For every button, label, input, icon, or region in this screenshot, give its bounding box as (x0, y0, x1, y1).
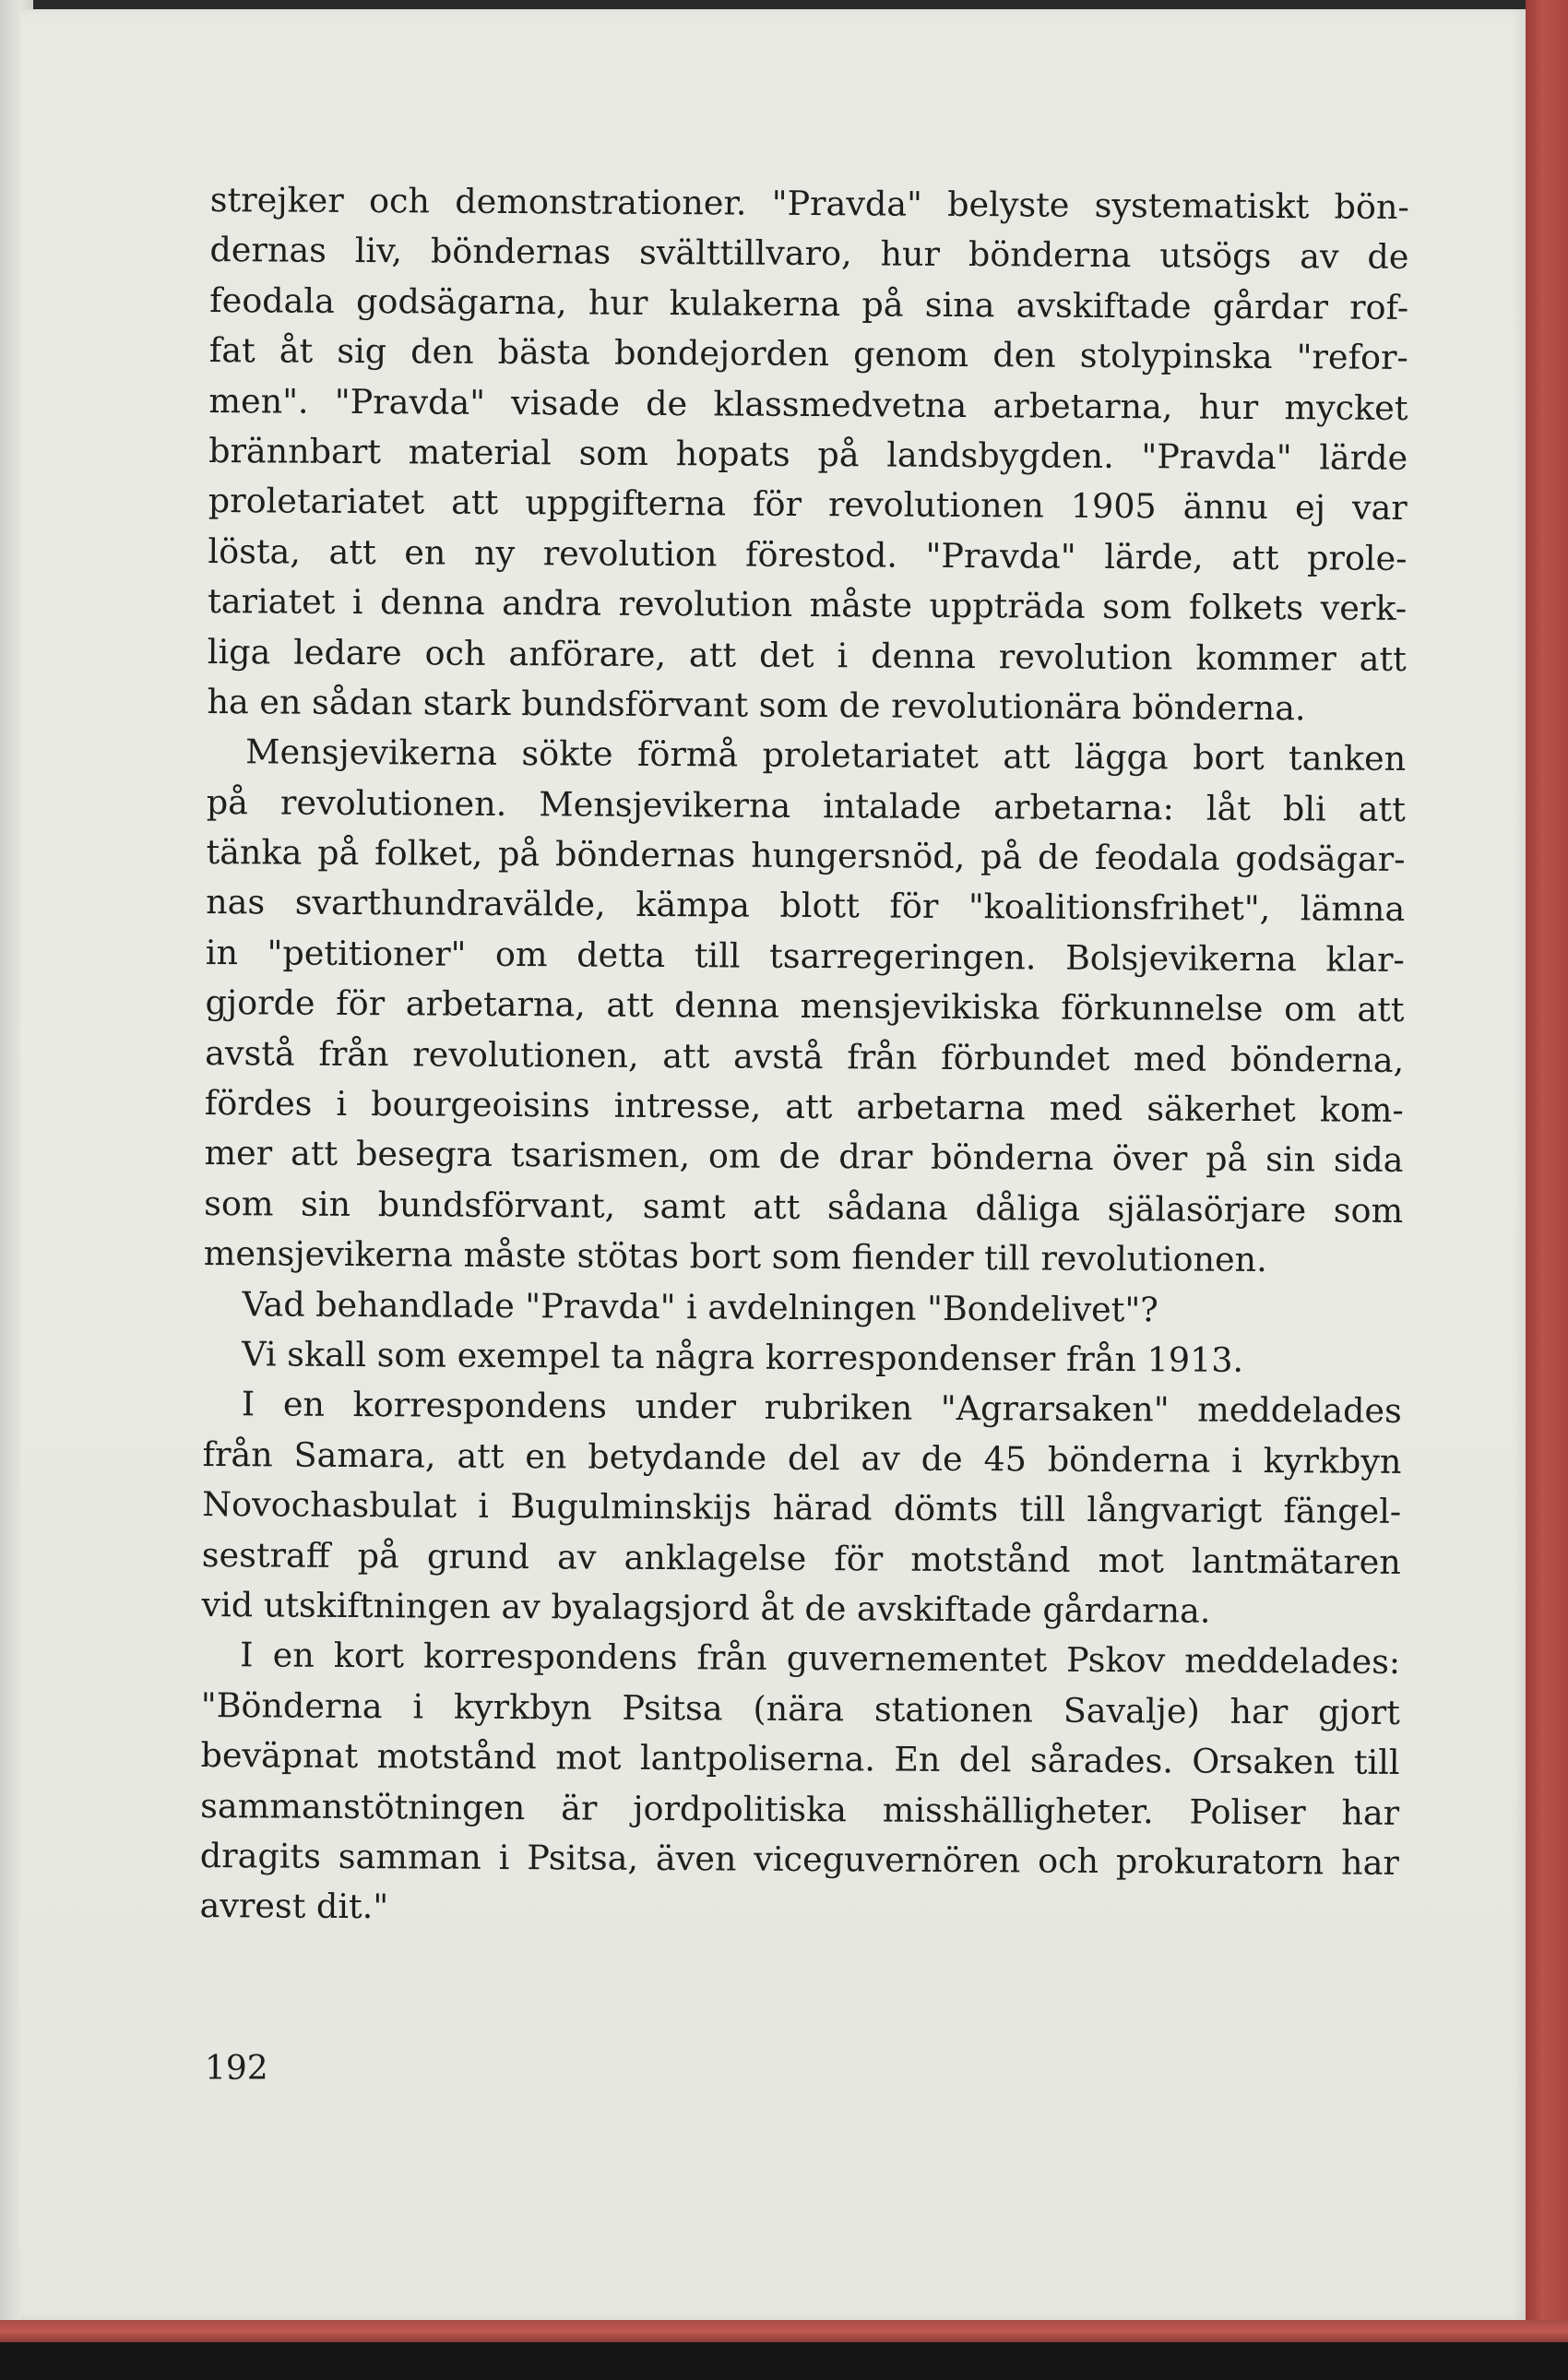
text-line: "Bönderna i kyrkbyn Psitsa (nära stationen Savalje) har gjort (200, 1684, 1400, 1732)
text-line: mer att besegra tsarismen, om de drar bönderna över på sin sida (204, 1133, 1404, 1181)
text-line: brännbart material som hopats på landsbygden. "Pravda" lärde (208, 430, 1408, 478)
text-line: lösta, att en ny revolution förestod. "Pravda" lärde, att prole- (208, 530, 1408, 578)
text-line: proletariatet att uppgifterna för revolutionen 1905 ännu ej var (208, 481, 1408, 529)
text-line: avrest dit." (199, 1886, 389, 1927)
text-line: vid utskiftningen av byalagsjord åt de avskiftade gårdarna. (201, 1584, 1211, 1631)
text-line: ha en sådan stark bundsförvant som de revolutionära bönderna. (207, 681, 1306, 729)
text-line: på revolutionen. Mensjevikerna intalade arbetarna: låt bli att (206, 781, 1406, 829)
text-line: I en korrespondens under rubriken "Agrarsaken" meddelades (241, 1384, 1402, 1432)
text-line: in "petitioner" om detta till tsarregeringen. Bolsjevikerna klar- (205, 932, 1405, 980)
text-line: dernas liv, böndernas svälttillvaro, hur bönderna utsögs av de (209, 230, 1409, 278)
text-line: liga ledare och anförare, att det i denna revolution kommer att (207, 631, 1407, 679)
text-line: beväpnat motstånd mot lantpoliserna. En del sårades. Orsaken till (200, 1735, 1400, 1783)
text-line: Vad behandlade "Pravda" i avdelningen "Bondelivet"? (242, 1283, 1158, 1329)
text-line: fördes i bourgeoisins intresse, att arbetarna med säkerhet kom- (204, 1083, 1404, 1130)
text-line: Vi skall som exempel ta några korrespondenser från 1913. (242, 1334, 1244, 1380)
text-line: nas svarthundravälde, kämpa blott för "koalitionsfrihet", lämna (206, 882, 1406, 930)
text-line: tänka på folket, på böndernas hungersnöd, på de feodala godsägar- (206, 832, 1406, 880)
text-line: från Samara, att en betydande del av de 45 bönderna i kyrkbyn (202, 1434, 1402, 1482)
book-cover-bottom-edge (0, 2320, 1568, 2342)
text-line: sestraff på grund av anklagelse för motstånd mot lantmätaren (201, 1534, 1401, 1582)
text-line: tariatet i denna andra revolution måste uppträda som folkets verk- (208, 581, 1408, 629)
text-line: dragits samman i Psitsa, även viceguvernören och prokuratorn har (199, 1835, 1399, 1883)
text-line: mensjevikerna måste stötas bort som fiender till revolutionen. (203, 1233, 1267, 1280)
text-line: Novochasbulat i Bugulminskijs härad dömts till långvarigt fängel- (202, 1484, 1402, 1532)
text-line: fat åt sig den bästa bondejorden genom den stolypinska "refor- (208, 330, 1408, 378)
body-text (199, 175, 1409, 1939)
background-bottom (0, 2342, 1568, 2380)
book-cover-edge (1526, 0, 1568, 2380)
text-line: sammanstötningen är jordpolitiska misshälligheter. Poliser har (200, 1785, 1400, 1833)
text-line: avstå från revolutionen, att avstå från förbundet med bönderna, (205, 1032, 1405, 1080)
page-number: 192 (205, 2050, 268, 2088)
text-line: feodala godsägarna, hur kulakerna på sina avskiftade gårdar rof- (209, 280, 1409, 327)
text-line: I en kort korrespondens från guvernementet Pskov meddelades: (240, 1635, 1401, 1683)
text-line: strejker och demonstrationer. "Pravda" belyste systematiskt bön- (209, 179, 1409, 227)
text-line: gjorde för arbetarna, att denna mensjevikiska förkunnelse om att (205, 982, 1405, 1030)
text-line: som sin bundsförvant, samt att sådana dåliga själasörjare som (204, 1183, 1404, 1231)
text-line: Mensjevikerna sökte förmå proletariatet att lägga bort tanken (245, 732, 1407, 779)
text-line: men". "Pravda" visade de klassmedvetna arbetarna, hur mycket (208, 380, 1408, 428)
